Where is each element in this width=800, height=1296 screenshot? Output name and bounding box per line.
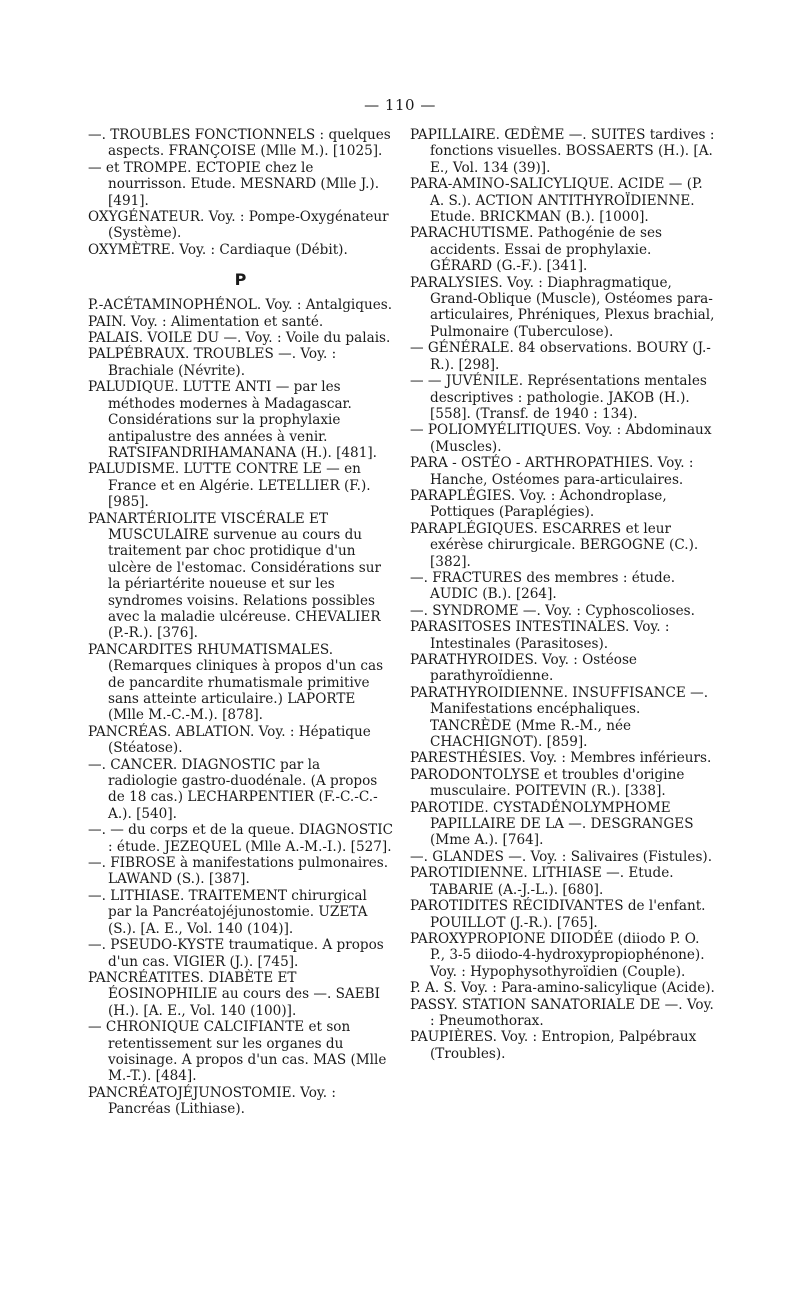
left-column [88,127,393,1118]
index-entry: —. — du corps et de la queue. DIAGNOSTIC : étude. JEZEQUEL (Mlle A.-M.-I.). [527]. [88,822,393,855]
page-number: — 110 — [364,96,436,114]
index-entry: —. GLANDES —. Voy. : Salivaires (Fistules). [410,848,713,865]
index-entry: PALUDISME. LUTTE CONTRE LE — en France et en Algérie. LETELLIER (F.). [985]. [88,461,371,511]
index-entry: — CHRONIQUE CALCIFIANTE et son retentissement sur les organes du voisinage. A propos d'un cas. MAS (Mlle M.-T.). [484]. [88,1019,387,1085]
index-entry: PARAPLÉGIQUES. ESCARRES et leur exérèse chirurgicale. BERGOGNE (C.). [382]. [410,520,699,570]
index-entry: — GÉNÉRALE. 84 observations. BOURY (J.-R.). [298]. [410,340,711,373]
index-entry: PARA-AMINO-SALICYLIQUE. ACIDE — (P. A. S.). ACTION ANTITHYROÏDIENNE. Etude. BRICKMAN (B.). [1000]. [410,176,703,226]
index-entry: PARODONTOLYSE et troubles d'origine musculaire. POITEVIN (R.). [338]. [410,766,685,800]
index-entry: —. TROUBLES FONCTIONNELS : quelques aspects. FRANÇOISE (Mlle M.). [1025]. [88,127,391,160]
index-entry: — — JUVÉNILE. Représentations mentales descriptives : pathologie. JAKOB (H.). [558]. (Transf. de 1940 : 134). [410,373,707,422]
index-entry: PARAPLÉGIES. Voy. : Achondroplase, Pottiques (Paraplégies). [410,487,667,521]
index-entry: PAROTIDIENNE. LITHIASE —. Etude. TABARIE (A.-J.-L.). [680]. [410,865,674,898]
index-entry: PAIN. Voy. : Alimentation et santé. [88,313,324,330]
section-letter: P [234,270,247,290]
index-entry: PALUDIQUE. LUTTE ANTI — par les méthodes modernes à Madagascar. Considérations sur la prophylaxie antipalustre des années à venir. RATSIFANDRIHAMANANA (H.). [481]. [88,379,377,461]
index-entry: PAUPIÈRES. Voy. : Entropion, Palpébraux (Troubles). [410,1029,697,1062]
index-entry: —. FRACTURES des membres : étude. AUDIC (B.). [264]. [410,569,676,603]
index-entry: —. SYNDROME —. Voy. : Cyphoscolioses. [410,602,695,619]
index-entry: PARACHUTISME. Pathogénie de ses accidents. Essai de prophylaxie. GÉRARD (G.-F.). [341]. [410,225,663,275]
index-entry: PALAIS. VOILE DU —. Voy. : Voile du palais. [88,330,391,347]
index-entry: —. CANCER. DIAGNOSTIC par la radiologie gastro-duodénale. (A propos de 18 cas.) LECHARPENTIER (F.-C.-C.-A.). [540]. [88,756,378,822]
index-entry: PASSY. STATION SANATORIALE DE —. Voy. : Pneumothorax. [410,996,714,1029]
index-entry: PAROTIDE. CYSTADÉNOLYMPHOME PAPILLAIRE DE LA —. DESGRANGES (Mme A.). [764]. [410,799,694,849]
index-entry: P.-ACÉTAMINOPHÉNOL. Voy. : Antalgiques. [88,297,393,314]
index-entry: PARATHYROIDIENNE. INSUFFISANCE —. Manifestations encéphaliques. TANCRÈDE (Mme R.-M., née CHACHIGNOT). [859]. [410,684,709,751]
index-entry: —. FIBROSE à manifestations pulmonaires. LAWAND (S.). [387]. [88,855,389,888]
index-entry: PARA - OSTÉO - ARTHROPATHIES. Voy. : Hanche, Ostéomes para-articulaires. [410,455,694,488]
index-entry: OXYGÉNATEUR. Voy. : Pompe-Oxygénateur (Système). [88,209,389,242]
index-entry: PARASITOSES INTESTINALES. Voy. : Intestinales (Parasitoses). [410,619,670,652]
index-entry: PANCRÉATITES. DIABÈTE ET ÉOSINOPHILIE au cours des —. SAEBI (H.). [A. E., Vol. 140 (100)]. [88,969,381,1019]
index-entry: PANCRÉATOJÉJUNOSTOMIE. Voy. : Pancréas (Lithiase). [88,1084,336,1118]
index-entry: — POLIOMYÉLITIQUES. Voy. : Abdominaux (Muscles). [410,422,712,455]
index-entry: PANARTÉRIOLITE VISCÉRALE ET MUSCULAIRE survenue au cours du traitement par choc protidique d'un ulcère de l'estomac. Considérations sur la périartérite noueuse et sur les syndromes voisins. Relations possibles avec la maladie ulcéreuse. CHEVALIER (P.-R.). [376]. [88,510,381,642]
index-entry: OXYMÈTRE. Voy. : Cardiaque (Débit). [88,241,348,258]
index-entry: — et TROMPE. ECTOPIE chez le nourrisson. Etude. MESNARD (Mlle J.). [491]. [88,159,380,209]
index-entry: PARESTHÉSIES. Voy. : Membres inférieurs. [410,750,712,767]
index-entry: PARALYSIES. Voy. : Diaphragmatique, Grand-Oblique (Muscle), Ostéomes para-articulaires, Phréniques, Plexus brachial, Pulmonaire (Tuberculose). [410,274,715,340]
index-entry: PALPÉBRAUX. TROUBLES —. Voy. : Brachiale (Névrite). [88,346,337,379]
index-entry: PAPILLAIRE. ŒDÈME —. SUITES tardives : fonctions visuelles. BOSSAERTS (H.). [A. E., Vol. 134 (39)]. [410,127,715,176]
right-column [410,127,715,1062]
index-entry: P. A. S. Voy. : Para-amino-salicylique (Acide). [410,980,715,997]
index-entry: —. PSEUDO-KYSTE traumatique. A propos d'un cas. VIGIER (J.). [745]. [88,937,384,970]
index-entry: PAROXYPROPIONE DIIODÉE (diiodo P. O. P., 3-5 diiodo-4-hydroxypropiophénone). Voy. : Hypophysothyroïdien (Couple). [410,930,705,980]
index-entry: PARATHYROIDES. Voy. : Ostéose parathyroïdienne. [410,652,637,685]
index-entry: PANCARDITES RHUMATISMALES. (Remarques cliniques à propos d'un cas de pancardite rhumatismale primitive sans atteinte articulaire.) LAPORTE (Mlle M.-C.-M.). [878]. [88,641,384,724]
index-entry: —. LITHIASE. TRAITEMENT chirurgical par la Pancréatojéjunostomie. UZETA (S.). [A. E., Vol. 140 (104)]. [88,887,368,937]
index-entry: PAROTIDITES RÉCIDIVANTES de l'enfant. POUILLOT (J.-R.). [765]. [410,898,706,931]
index-entry: PANCRÉAS. ABLATION. Voy. : Hépatique (Stéatose). [88,723,371,757]
